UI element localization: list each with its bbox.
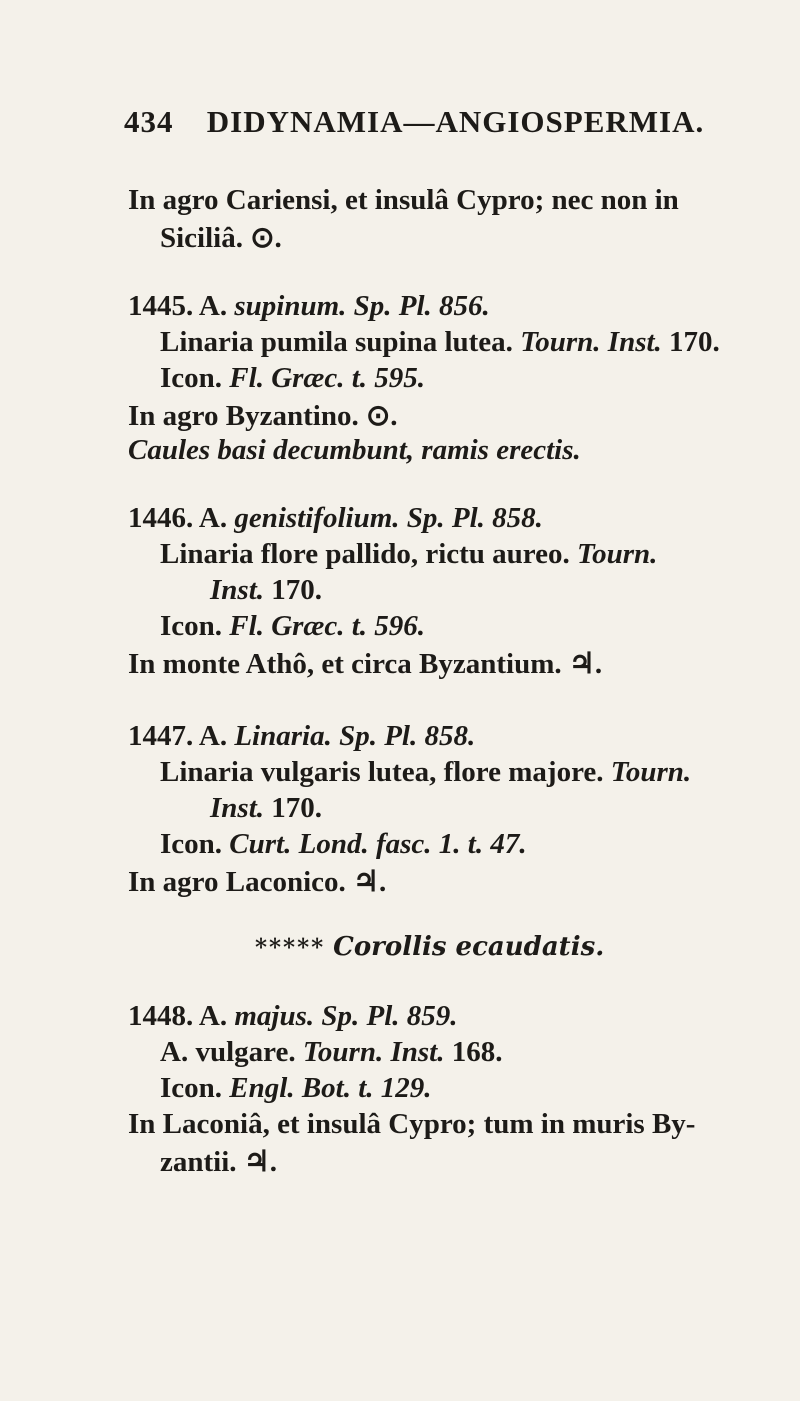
synonym-line-cont [210,574,322,607]
icon-line [160,362,425,395]
running-header [124,104,760,140]
note-text: Caules basi decumbunt, [128,434,422,466]
habitat-line: In Laconiâ, et insulâ Cypro; tum in muris By- [128,1108,696,1140]
note-line [128,434,581,467]
synonym: A. vulgare. [160,1036,303,1068]
synonym-num: 168. [444,1036,503,1068]
icon-line [160,1072,432,1105]
synonym-num: 170. [264,792,323,824]
synonym-line [160,326,720,359]
icon-ref: Engl. Bot. t. 129. [229,1072,432,1104]
species-name: Linaria. [234,720,332,752]
habitat-line-cont: zantii. ♃. [160,1146,278,1178]
synonym-num: 170. [264,574,323,606]
note-end: erectis. [488,434,581,466]
synonym-line-cont [210,792,322,825]
species-name: genistifolium. [234,502,400,534]
synonym-line [160,538,657,571]
synonym-line [160,1036,502,1069]
icon-ref: Fl. Græc. t. 595. [229,362,426,394]
running-title: DIDYNAMIA—ANGIOSPERMIA. [206,104,705,139]
synonym: Linaria pumila supina lutea. [160,326,521,358]
entry-1447-head [128,720,475,753]
species-ref: Sp. Pl. 858. [399,502,543,534]
icon-ref: Fl. Græc. t. 596. [229,610,426,642]
synonym-ref: Inst. [210,574,265,606]
synonym: Linaria vulgaris lutea, flore majore. [160,756,611,788]
habitat-line: In monte Athô, et circa Byzantium. ♃. [128,648,603,680]
entry-number: 1446. A. [128,502,235,534]
synonym-ref: Tourn. Inst. [520,326,662,358]
icon-label: Icon. [160,1072,230,1104]
icon-line [160,828,527,861]
text-line: Siciliâ. ⊙. [160,222,282,254]
species-ref: Sp. Pl. 859. [314,1000,458,1032]
icon-ref: Curt. Lond. fasc. 1. t. 47. [229,828,527,860]
synonym-ref: Tourn. Inst. [302,1036,445,1068]
entry-number: 1448. A. [128,1000,235,1032]
entry-1446-head [128,502,543,535]
note-italic: ramis [421,434,489,466]
icon-label: Icon. [160,828,230,860]
species-name: majus. [234,1000,315,1032]
synonym-ref: Inst. [210,792,265,824]
synonym: Linaria flore pallido, rictu aureo. [160,538,578,570]
entry-1448-head [128,1000,458,1033]
synonym-ref: Tourn. [577,538,658,570]
synonym-ref: Tourn. [610,756,692,788]
habitat-line: In agro Laconico. ♃. [128,866,387,898]
entry-number: 1445. A. [128,290,235,322]
section-stars: ***** [255,934,326,961]
icon-line [160,610,425,643]
text-line: In agro Cariensi, et insulâ Cypro; nec non in [128,184,679,216]
page-number: 434 [124,104,174,139]
icon-label: Icon. [160,610,230,642]
section-title: Corollis ecaudatis. [333,932,605,962]
habitat-line: In agro Byzantino. ⊙. [128,400,398,432]
section-heading [255,932,604,962]
species-ref: Sp. Pl. 856. [346,290,490,322]
synonym-line [160,756,691,789]
synonym-num: 170. [661,326,720,358]
icon-label: Icon. [160,362,230,394]
species-ref: Sp. Pl. 858. [331,720,476,752]
entry-number: 1447. A. [128,720,235,752]
species-name: supinum. [234,290,347,322]
entry-1445-head [128,290,490,323]
